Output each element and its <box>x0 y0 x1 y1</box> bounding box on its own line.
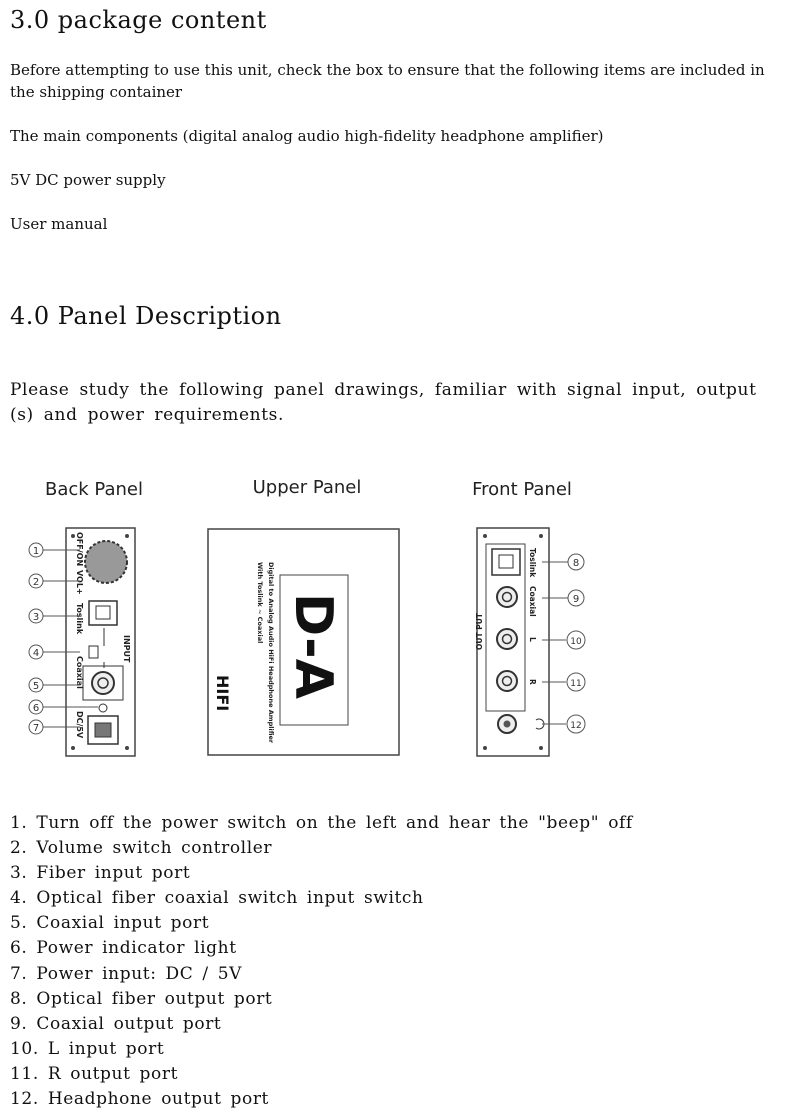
package-item: The main components (digital analog audio high-fidelity headphone amplifier) <box>10 127 604 145</box>
callout-8: 8 <box>572 558 580 569</box>
callout-11: 11 <box>570 679 582 689</box>
list-item: 9. Coaxial output port <box>10 1013 222 1034</box>
back-label-vol: VOL+ <box>75 570 84 595</box>
back-label-input: INPUT <box>122 635 131 663</box>
section-4-intro: Please study the following panel drawings, familiar with signal input, output (s) and power requirements. <box>10 380 757 425</box>
list-item: 8. Optical fiber output port <box>10 988 273 1009</box>
list-item: 10. L input port <box>10 1038 165 1059</box>
front-label-r: R <box>528 679 537 685</box>
package-item: 5V DC power supply <box>10 171 166 189</box>
da-logo: D-A <box>283 593 343 699</box>
back-panel-drawing <box>66 528 135 756</box>
list-item: 3. Fiber input port <box>10 863 191 884</box>
section-4-heading: 4.0 Panel Description <box>10 302 282 330</box>
section-3-heading: 3.0 package content <box>10 6 267 34</box>
section-3-intro: Before attempting to use this unit, check the box to ensure that the following items are included in the shipping container <box>10 61 765 101</box>
port-description-list <box>10 811 633 1112</box>
list-item: 2. Volume switch controller <box>10 838 273 859</box>
back-label-dc: DC/5V <box>75 711 84 739</box>
callout-1: 1 <box>32 546 40 557</box>
back-label-coaxial: Coaxial <box>75 656 84 689</box>
front-label-output: OUT PUT <box>475 613 484 650</box>
upper-line-2: With Toslink ~ Coaxial <box>256 562 264 644</box>
back-label-toslink: Toslink <box>75 603 84 635</box>
front-panel-drawing <box>475 528 549 756</box>
list-item: 6. Power indicator light <box>10 938 237 959</box>
list-item: 12. Headphone output port <box>10 1089 269 1110</box>
back-label-offon: OFF/ON <box>75 532 84 567</box>
list-item: 7. Power input: DC / 5V <box>10 963 242 984</box>
list-item: 4. Optical fiber coaxial switch input switch <box>10 888 424 909</box>
upper-panel-drawing <box>208 529 399 755</box>
callout-7: 7 <box>32 723 40 734</box>
callout-5: 5 <box>32 681 40 692</box>
callout-10: 10 <box>570 637 582 647</box>
front-label-l: L <box>528 637 537 642</box>
callout-6: 6 <box>32 703 40 714</box>
list-item: 11. R output port <box>10 1063 178 1084</box>
hifi-brand: HIFI <box>213 675 232 712</box>
list-item: 5. Coaxial input port <box>10 913 210 934</box>
panel-drawings <box>0 470 800 770</box>
front-panel-title: Front Panel <box>472 479 572 500</box>
callout-4: 4 <box>32 648 40 659</box>
upper-line-1: Digital to Analog Audio HiFi Headphone Amplifier <box>267 562 275 744</box>
front-label-coaxial: Coaxial <box>528 586 537 617</box>
back-panel-title: Back Panel <box>45 479 143 500</box>
list-item: 1. Turn off the power switch on the left and hear the "beep" off <box>10 813 633 833</box>
callout-12: 12 <box>570 721 582 731</box>
front-label-toslink: Toslink <box>528 548 537 578</box>
callout-3: 3 <box>32 612 40 623</box>
callout-2: 2 <box>32 577 40 588</box>
callout-9: 9 <box>572 594 580 605</box>
upper-panel-title: Upper Panel <box>252 477 362 498</box>
package-item: User manual <box>10 215 108 233</box>
